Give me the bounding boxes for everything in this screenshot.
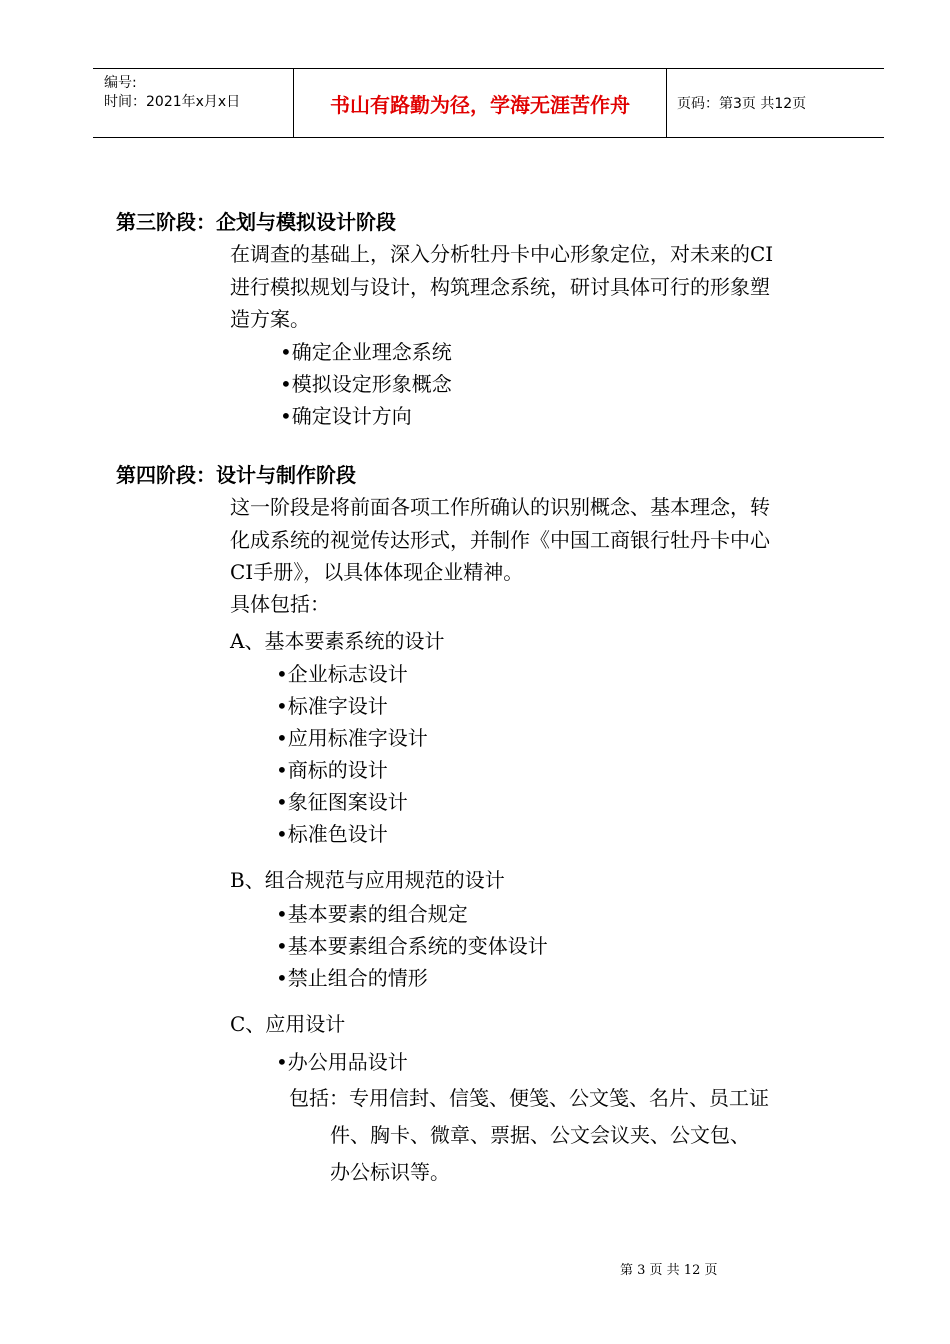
header-number-label: 编号: [104, 75, 137, 91]
section-c-detail-line: 件、胸卡、微章、票据、公文会议夹、公文包、 [330, 1123, 750, 1147]
section-a-bullet: •象征图案设计 [276, 790, 408, 814]
section-a-bullet: •标准字设计 [276, 694, 388, 718]
page-footer: 第 3 页 共 12 页 [620, 1263, 718, 1278]
section-c-detail-line: 包括：专用信封、信笺、便笺、公文笺、名片、员工证 [289, 1086, 769, 1110]
stage3-bullet: •确定设计方向 [280, 404, 412, 428]
stage4-para-line: 具体包括： [230, 592, 330, 616]
section-a-title: A、基本要素系统的设计 [230, 629, 445, 653]
stage4-title: 第四阶段：设计与制作阶段 [116, 463, 356, 487]
stage3-bullet: •确定企业理念系统 [280, 340, 452, 364]
stage4-para-line: 化成系统的视觉传达形式，并制作《中国工商银行牡丹卡中心 [230, 528, 770, 552]
section-a-bullet: •标准色设计 [276, 822, 388, 846]
stage4-para-line: 这一阶段是将前面各项工作所确认的识别概念、基本理念，转 [230, 495, 770, 519]
page-header [93, 68, 884, 138]
header-meta [93, 69, 294, 137]
section-a-bullet: •商标的设计 [276, 758, 388, 782]
stage3-bullet: •模拟设定形象概念 [280, 372, 452, 396]
section-b-bullet: •禁止组合的情形 [276, 966, 428, 990]
stage3-para-line: 造方案。 [230, 307, 310, 331]
section-a-bullet: •应用标准字设计 [276, 726, 428, 750]
header-motto: 书山有路勤为径，学海无涯苦作舟 [294, 69, 667, 137]
stage3-title: 第三阶段：企划与模拟设计阶段 [116, 210, 396, 234]
section-c-detail-line: 办公标识等。 [330, 1160, 450, 1184]
section-b-bullet: •基本要素的组合规定 [276, 902, 468, 926]
section-a-bullet: •企业标志设计 [276, 662, 408, 686]
header-time-label: 时间：2021年x月x日 [104, 94, 241, 110]
stage4-para-line: CI手册》，以具体体现企业精神。 [230, 560, 524, 584]
section-c-title: C、应用设计 [230, 1012, 346, 1036]
stage3-para-line: 进行模拟规划与设计，构筑理念系统，研讨具体可行的形象塑 [230, 275, 770, 299]
section-c-bullet: •办公用品设计 [276, 1050, 408, 1074]
stage3-para-line: 在调查的基础上，深入分析牡丹卡中心形象定位，对未来的CI [230, 242, 774, 266]
section-b-title: B、组合规范与应用规范的设计 [230, 868, 505, 892]
section-b-bullet: •基本要素组合系统的变体设计 [276, 934, 548, 958]
header-page-info: 页码：第3页 共12页 [677, 96, 807, 112]
